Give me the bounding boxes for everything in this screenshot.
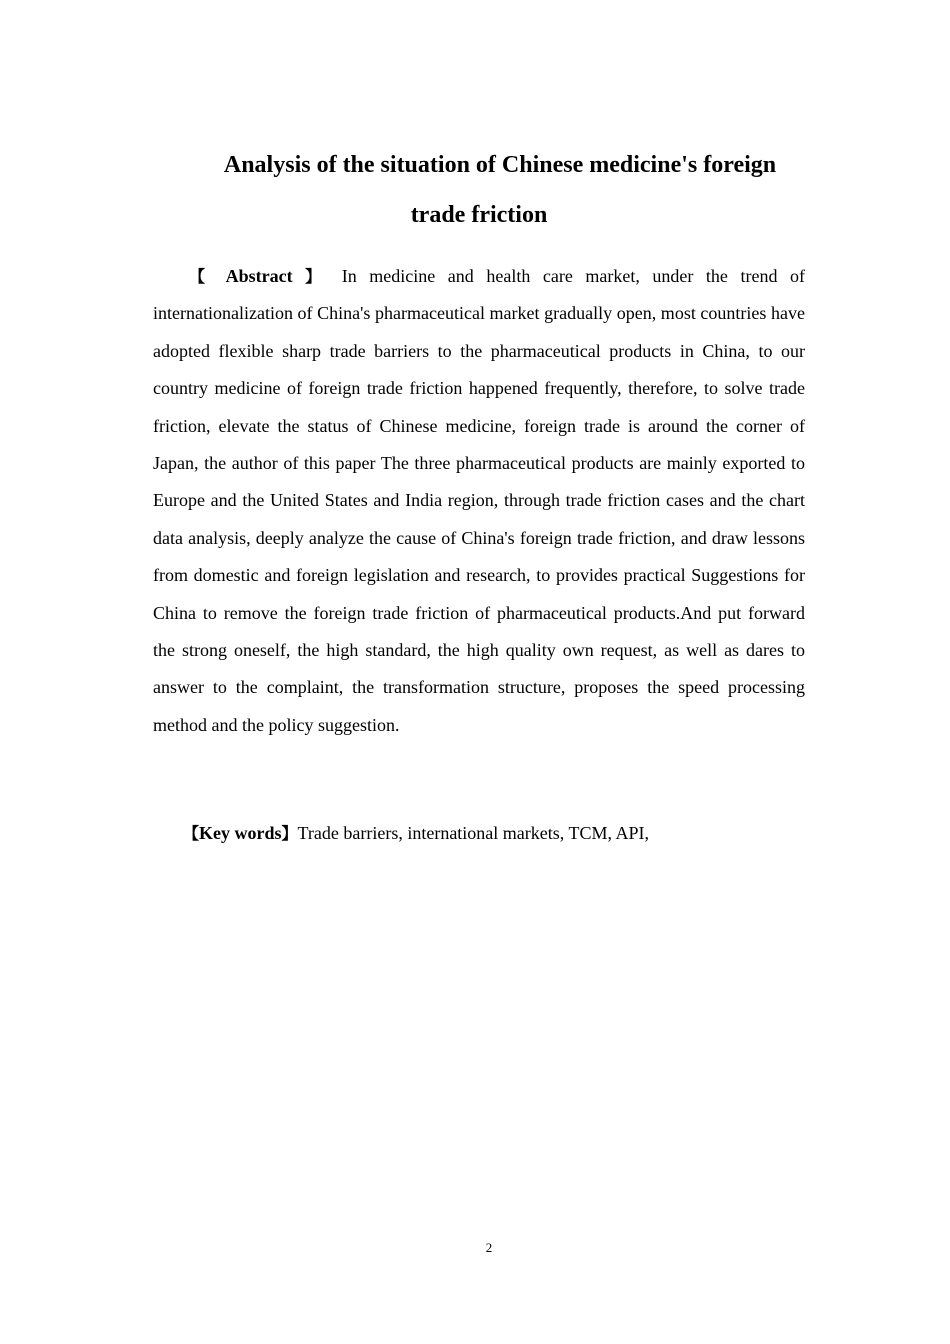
abstract-close-bracket: 】 xyxy=(305,267,330,286)
abstract-paragraph xyxy=(153,258,805,744)
abstract-open-bracket: 【 xyxy=(189,267,214,286)
keywords-open-bracket: 【 xyxy=(183,824,200,843)
paper-title xyxy=(153,140,805,240)
keywords-text: Trade barriers, international markets, TCM, API, xyxy=(297,823,649,843)
page-number: 2 xyxy=(485,1240,493,1255)
abstract-text: In medicine and health care market, under the trend of internationalization of China's pharmaceutical market gradually open, most countries have adopted flexible sharp trade barriers to the pharmaceutical products in China, to our country medicine of foreign trade friction happened frequently, therefore, to solve trade friction, elevate the status of Chinese medicine, foreign trade is around the corner of Japan, the author of this paper The three pharmaceutical products are mainly exported to Europe and the United States and India region, through trade friction cases and the chart data analysis, deeply analyze the cause of China's foreign trade friction, and draw lessons from domestic and foreign legislation and research, to provides practical Suggestions for China to remove the foreign trade friction of pharmaceutical products.And put forward the strong oneself, the high standard, the high quality own request, as well as dares to answer to the complaint, the transformation structure, proposes the speed processing method and the policy suggestion. xyxy=(153,266,805,735)
keywords-close-bracket: 】 xyxy=(281,824,298,843)
title-line-2: trade friction xyxy=(410,202,548,228)
title-line-1: Analysis of the situation of Chinese medicine's foreign xyxy=(223,152,777,178)
keywords-paragraph xyxy=(153,815,805,852)
keywords-label: Key words xyxy=(199,823,282,843)
abstract-label: Abstract xyxy=(225,266,293,286)
